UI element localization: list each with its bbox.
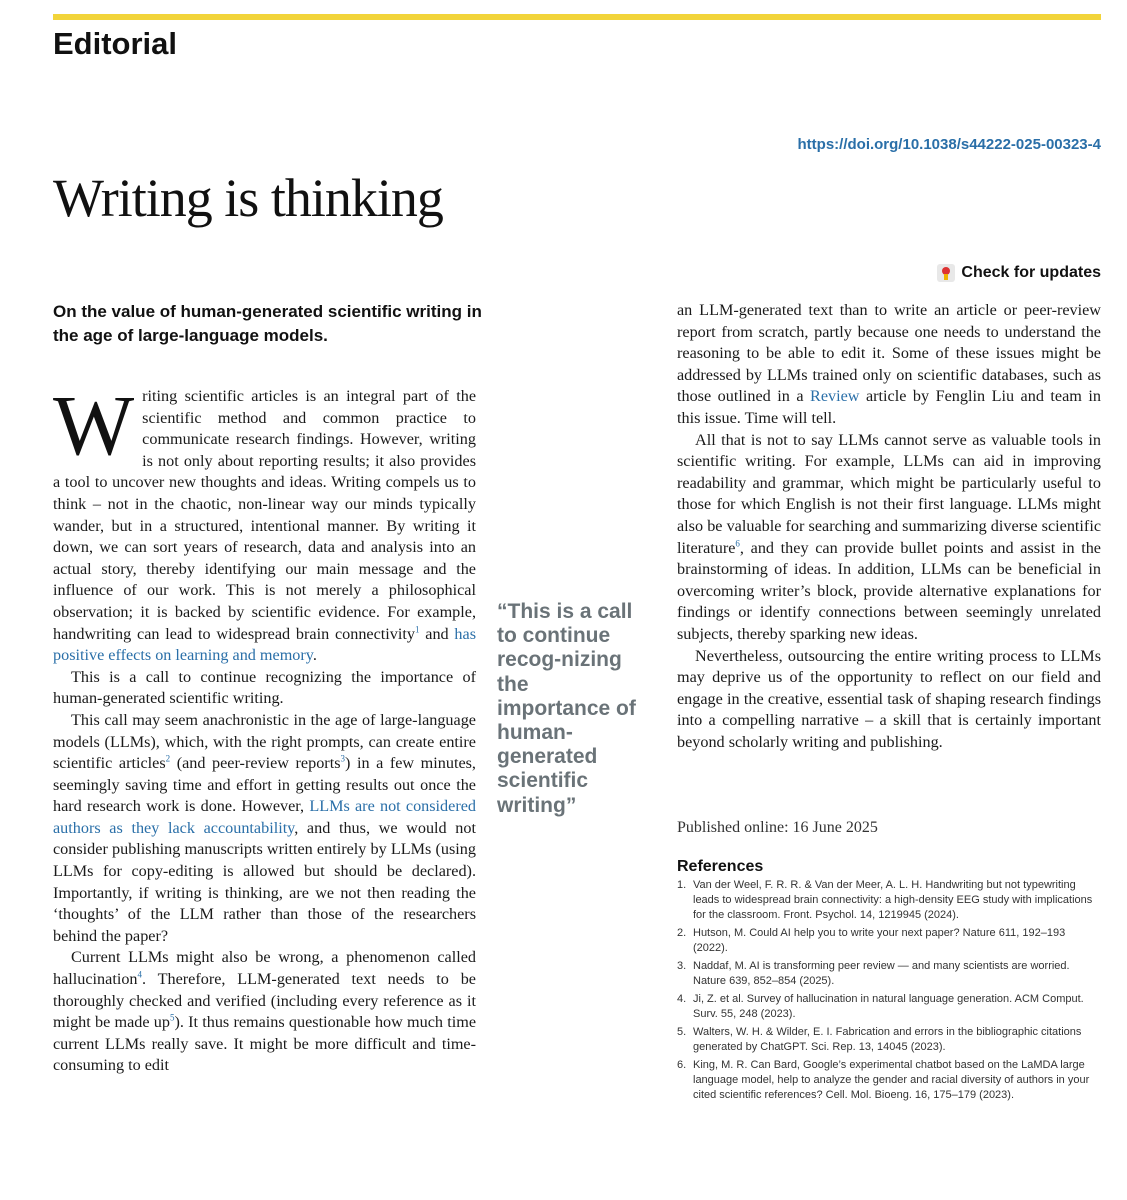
section-label: Editorial [53,26,178,61]
check-updates-icon [937,264,955,282]
reference-item[interactable] [677,992,1097,1022]
body-text: , and they can provide bullet points and assist in the brainstorming of ideas. In addition, LLMs can be beneficial in overcoming writer’s block, provide alternative explanations for findings or identify connections between seemingly unrelated subjects, thereby sparking new ideas. [677,538,1101,643]
check-updates-label: Check for updates [961,264,1101,281]
body-paragraph-1 [53,377,476,667]
citation-5[interactable]: 5 [169,1012,175,1023]
reference-item[interactable] [677,1025,1097,1055]
references-list [677,878,1097,1106]
body-text: All that is not to say LLMs cannot serve as valuable tools in scientific writing. For example, LLMs can aid in improving readability and grammar, which might be particularly useful to those for which English is not their first language. LLMs might also be valuable for searching and summarizing diverse scientific literature [677,430,1101,557]
reference-item[interactable] [677,959,1097,989]
body-paragraph-7: Nevertheless, outsourcing the entire writing process to LLMs may deprive us of the opportunity to reflect on our field and engage in the creative, essential task of shaping research findings into a compelling narrative – a skill that is certainly important beyond scholarly writing and publishing. [677,646,1101,751]
drop-cap: W [53,377,135,473]
body-paragraph-4 [53,947,476,1077]
accent-bar [53,14,1101,20]
body-text: ). It thus remains questionable how much time current LLMs really save. It might be more difficult and time-consuming to edit [53,1013,477,1075]
article-title: Writing is thinking [53,168,443,228]
reference-number: 6. [677,1059,687,1071]
body-text: , and thus, we would not consider publishing manuscripts written entirely by LLMs (using LLMs for copy-editing is allowed but should be declared). Importantly, if writing is thinking, are we not then reading the ‘thoughts’ of the LLM rather than those of the researchers behind the paper? [53,818,476,945]
body-paragraph-3 [53,710,476,948]
reference-number: 3. [677,960,687,972]
reference-text: King, M. R. Can Bard, Google’s experimental chatbot based on the LaMDA large language model, help to analyze the gender and racial diversity of authors in your cited scientific references? Cell. Mol. Bioeng. 16, 175–179 (2023). [693,1059,1090,1101]
pull-quote: “This is a call to continue recog-nizing the importance of human-generated scientific writing” [497,600,636,817]
learning-memory-link[interactable]: has positive effects on learning and memory [53,624,476,665]
llm-authorship-link[interactable]: LLMs are not considered authors as they lack accountability [53,797,477,837]
reference-item[interactable] [677,1058,1097,1103]
citation-1[interactable]: 1 [414,624,420,635]
reference-text: Van der Weel, F. R. R. & Van der Meer, A. L. H. Handwriting but not typewriting leads to widespread brain connectivity: a high-density EEG study with implications for the classroom. Front. Psychol. 14, 1219945 (2024). [693,879,1093,921]
body-text: . Therefore, LLM-generated text needs to be thoroughly checked and verified (including every reference as it might be made up [53,970,476,1032]
body-text: an LLM-generated text than to write an article or peer-review report from scratch, partly because one needs to understand the reasoning to be able to edit it. Some of these issues might be addressed by LLMs trained only on scientific databases, such as those outlined in a [677,301,1101,406]
body-text: ) in a few minutes, seemingly saving time and effort in getting results out once the hard research work is done. However, [53,754,476,816]
references-heading: References [677,858,764,875]
doi-link[interactable]: https://doi.org/10.1038/s44222-025-00323-4 [797,136,1101,153]
citation-2[interactable]: 2 [165,753,171,764]
body-text: riting scientific articles is an integral part of the scientific method and common practice to communicate research findings. However, writing is not only about reporting results; it also provides a tool to uncover new thoughts and ideas. Writing compels us to think – not in the chaotic, non-linear way our minds typically wander, but in a structured, intentional manner. By writing it down, we can sort years of research, data and analysis into an actual story, thereby identifying our main message and the influence of our work. This is not merely a philosophical observation; it is backed by scientific evidence. For example, handwriting can lead to widespread brain connectivity [53,387,476,643]
body-text: (and peer-review reports [170,754,341,773]
reference-number: 5. [677,1026,687,1038]
body-text: Current LLMs might also be wrong, a phenomenon called hallucination [53,948,476,989]
body-text: article by Fenglin Liu and team in this issue. Time will tell. [677,387,1101,427]
body-column-right [677,300,1101,753]
reference-number: 4. [677,993,687,1005]
body-text: This call may seem anachronistic in the age of large-language models (LLMs), which, with the right prompts, can create entire scientific articles [53,710,476,773]
reference-number: 1. [677,879,687,891]
citation-6[interactable]: 6 [735,538,740,549]
body-paragraph-2: This is a call to continue recognizing the importance of human-generated scientific writing. [53,667,476,708]
reference-item[interactable] [677,878,1097,923]
body-paragraph-6 [677,430,1101,646]
reference-text: Walters, W. H. & Wilder, E. I. Fabrication and errors in the bibliographic citations generated by ChatGPT. Sci. Rep. 13, 14045 (2023). [693,1026,1082,1053]
reference-text: Naddaf, M. AI is transforming peer review — and many scientists are worried. Nature 639, 852–854 (2025). [693,960,1070,987]
body-column-left [53,377,477,1077]
body-text: . [312,646,317,665]
standfirst: On the value of human-generated scientific writing in the age of large-language models. [53,302,482,345]
check-updates-button[interactable] [937,264,1101,282]
body-text: and [419,624,455,643]
body-paragraph-5 [677,300,1101,430]
reference-number: 2. [677,927,687,939]
citation-3[interactable]: 3 [340,753,345,764]
citation-4[interactable]: 4 [137,969,143,980]
reference-item[interactable] [677,926,1097,956]
review-link[interactable]: Review [810,387,860,406]
reference-text: Ji, Z. et al. Survey of hallucination in natural language generation. ACM Comput. Surv. 55, 248 (2023). [693,993,1084,1020]
published-date: Published online: 16 June 2025 [677,819,878,836]
reference-text: Hutson, M. Could AI help you to write your next paper? Nature 611, 192–193 (2022). [693,927,1066,954]
